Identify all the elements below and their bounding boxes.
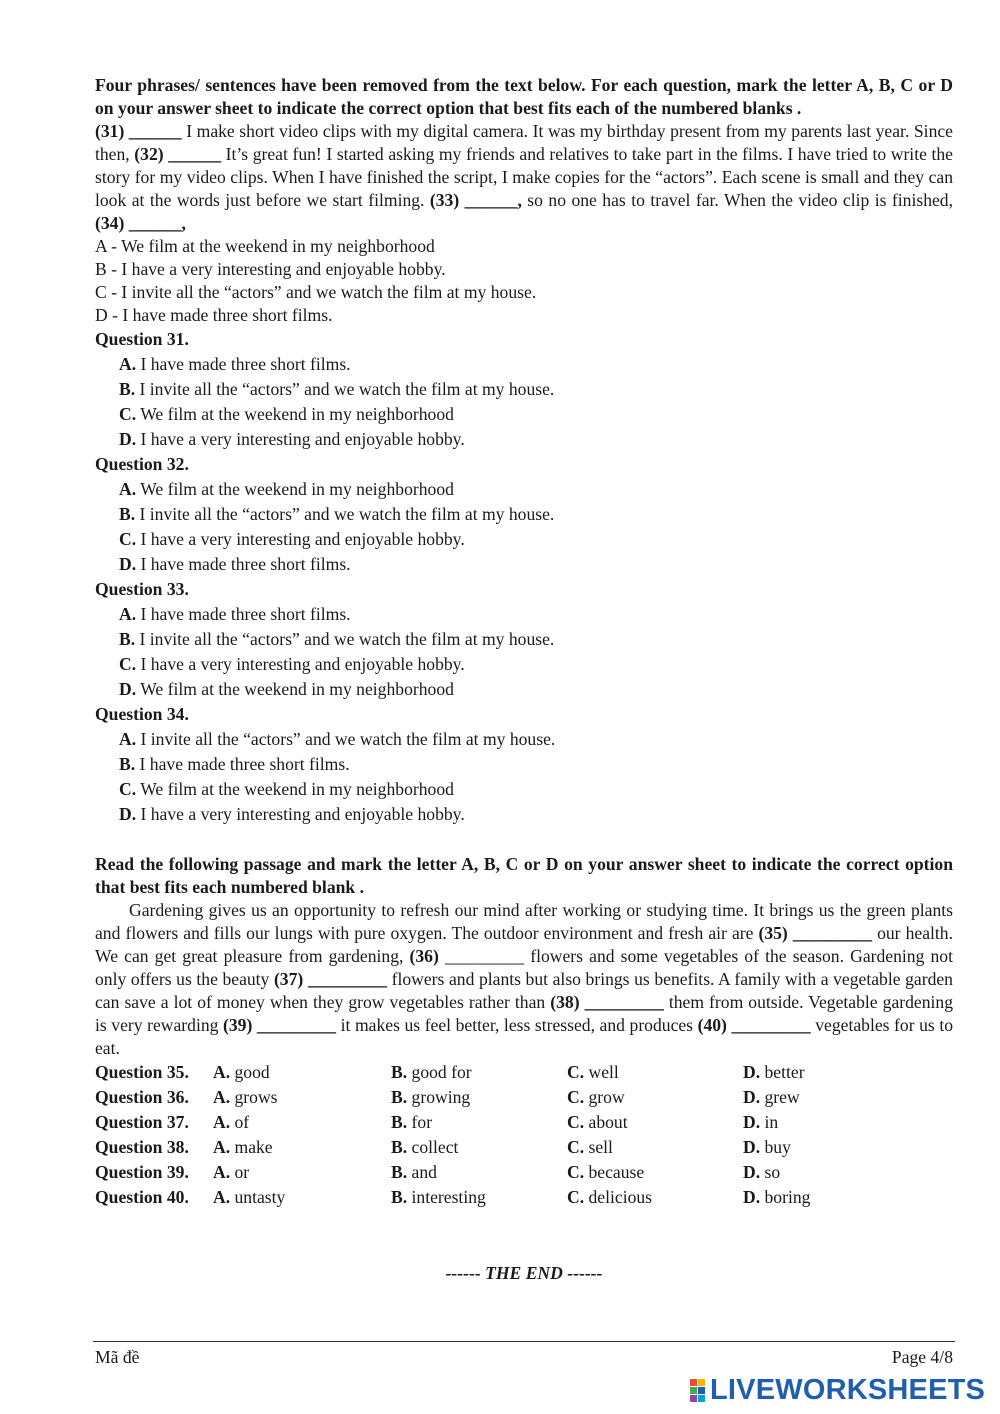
section1-passage: (31) ______ I make short video clips with my digital camera. It was my birthday present from my parents last year. Since then, (32) ______ It’s great fun! I started asking my friends and relatives to take part in the films. I have tried to write the story for my video clips. When I have finished the script, I make copies for the “actors”. Each scene is small and they can look at the words just before we start filming. (33) ______, so no one has to travel far. When the video clip is finished, (34) ______, [95,121,953,233]
blank-32: (32) ______ [134,144,221,164]
option-d[interactable]: D. in [743,1112,779,1132]
blank-40: (40) _________ [697,1015,811,1035]
question-label: Question 35. [95,1062,189,1082]
question-label: Question 33. [95,579,189,599]
phrase-c: C - I invite all the “actors” and we watch the film at my house. [95,282,537,302]
blank-39: (39) _________ [223,1015,337,1035]
question-31 [95,327,953,452]
option-b[interactable]: B. interesting [391,1187,486,1207]
question-40-row [95,1185,810,1210]
question-label: Question 31. [95,329,189,349]
option-c[interactable]: C. We film at the weekend in my neighborhood [119,404,454,424]
option-a[interactable]: A. untasty [213,1187,286,1207]
option-d[interactable]: D. grew [743,1087,800,1107]
blank-31: (31) ______ [95,121,182,141]
option-a[interactable]: A. I invite all the “actors” and we watch the film at my house. [119,729,556,749]
the-end-text: ------ THE END ------ [445,1263,603,1283]
option-d[interactable]: D. We film at the weekend in my neighborhood [119,679,454,699]
option-a[interactable]: A. of [213,1112,250,1132]
option-d[interactable]: D. I have made three short films. [119,554,351,574]
question-34 [95,702,953,827]
phrase-b: B - I have a very interesting and enjoyable hobby. [95,259,446,279]
option-c[interactable]: C. We film at the weekend in my neighborhood [119,779,454,799]
logo-square [698,1395,705,1402]
option-c[interactable]: C. delicious [567,1187,653,1207]
option-b[interactable]: B. I invite all the “actors” and we watch the film at my house. [119,379,555,399]
question-32 [95,452,953,577]
question-label: Question 39. [95,1162,189,1182]
logo-square [698,1379,705,1386]
option-c[interactable]: C. about [567,1112,628,1132]
logo-square [690,1387,697,1394]
option-d[interactable]: D. better [743,1062,805,1082]
liveworksheets-logo[interactable] [690,1375,985,1405]
question-37-row [95,1110,810,1135]
option-a[interactable]: A. We film at the weekend in my neighborhood [119,479,454,499]
option-d[interactable]: D. I have a very interesting and enjoyable hobby. [119,429,465,449]
phrase-d: D - I have made three short films. [95,305,333,325]
option-d[interactable]: D. so [743,1162,781,1182]
question-label: Question 36. [95,1087,189,1107]
option-a[interactable]: A. make [213,1137,273,1157]
question-label: Question 37. [95,1112,189,1132]
question-label: Question 40. [95,1187,189,1207]
option-c[interactable]: C. grow [567,1087,625,1107]
blank-35: (35) _________ [758,923,873,943]
question-39-row [95,1160,810,1185]
option-a[interactable]: A. or [213,1162,250,1182]
option-a[interactable]: A. I have made three short films. [119,604,351,624]
option-c[interactable]: C. well [567,1062,619,1082]
footer-exam-code: Mã đề [95,1347,140,1367]
option-a[interactable]: A. grows [213,1087,278,1107]
phrase-a: A - We film at the weekend in my neighborhood [95,236,435,256]
footer-page-number: Page 4/8 [891,1347,953,1367]
question-35-row [95,1060,810,1085]
worksheet-page [95,74,953,1210]
option-b[interactable]: B. I have made three short films. [119,754,350,774]
option-d[interactable]: D. boring [743,1187,811,1207]
option-c[interactable]: C. I have a very interesting and enjoyable hobby. [119,654,465,674]
question-36-row [95,1085,810,1110]
option-a[interactable]: A. I have made three short films. [119,354,351,374]
blank-38: (38) _________ [550,992,664,1012]
footer-divider [93,1341,955,1342]
question-38-row [95,1135,810,1160]
logo-square [690,1395,697,1402]
question-label: Question 34. [95,704,189,724]
option-b[interactable]: B. I invite all the “actors” and we watch the film at my house. [119,504,555,524]
question-label: Question 32. [95,454,189,474]
option-b[interactable]: B. collect [391,1137,459,1157]
logo-icon [690,1379,705,1402]
option-d[interactable]: D. buy [743,1137,791,1157]
option-c[interactable]: C. sell [567,1137,613,1157]
question-33 [95,577,953,702]
option-b[interactable]: B. growing [391,1087,471,1107]
question-label: Question 38. [95,1137,189,1157]
section2-passage: Gardening gives us an opportunity to refresh our mind after working or studying time. It brings us the green plants and flowers and fills our lungs with pure oxygen. The outdoor environment and fresh air are (35) _________ our health. We can get great pleasure from gardening, (36) _________ flowers and some vegetables of the season. Gardening not only offers us the beauty (37) _________ flowers and plants but also brings us benefits. A family with a vegetable garden can save a lot of money when they grow vegetables rather than (38) _________ them from outside. Vegetable gardening is very rewarding (39) _________ it makes us feel better, less stressed, and produces (40) _________ vegetables for us to eat. [95,900,954,1058]
option-a[interactable]: A. good [213,1062,270,1082]
blank-37: (37) _________ [273,969,388,989]
section1-instructions: Four phrases/ sentences have been removed from the text below. For each question, mark the letter A, B, C or D on your answer sheet to indicate the correct option that best fits each of the numbered blanks . [95,75,953,118]
option-b[interactable]: B. good for [391,1062,472,1082]
option-b[interactable]: B. for [391,1112,433,1132]
option-b[interactable]: B. and [391,1162,437,1182]
logo-square [698,1387,705,1394]
option-d[interactable]: D. I have a very interesting and enjoyable hobby. [119,804,465,824]
logo-text: LIVEWORKSHEETS [710,1373,986,1406]
blank-34: (34) ______, [95,213,186,233]
answer-options-table [95,1060,810,1210]
option-b[interactable]: B. I invite all the “actors” and we watch the film at my house. [119,629,555,649]
blank-36: (36) [409,946,439,966]
section2-instructions: Read the following passage and mark the letter A, B, C or D on your answer sheet to indicate the correct option that best fits each numbered blank . [95,854,953,897]
option-c[interactable]: C. because [567,1162,645,1182]
logo-square [690,1379,697,1386]
option-c[interactable]: C. I have a very interesting and enjoyable hobby. [119,529,465,549]
blank-33: (33) ______, [429,190,522,210]
